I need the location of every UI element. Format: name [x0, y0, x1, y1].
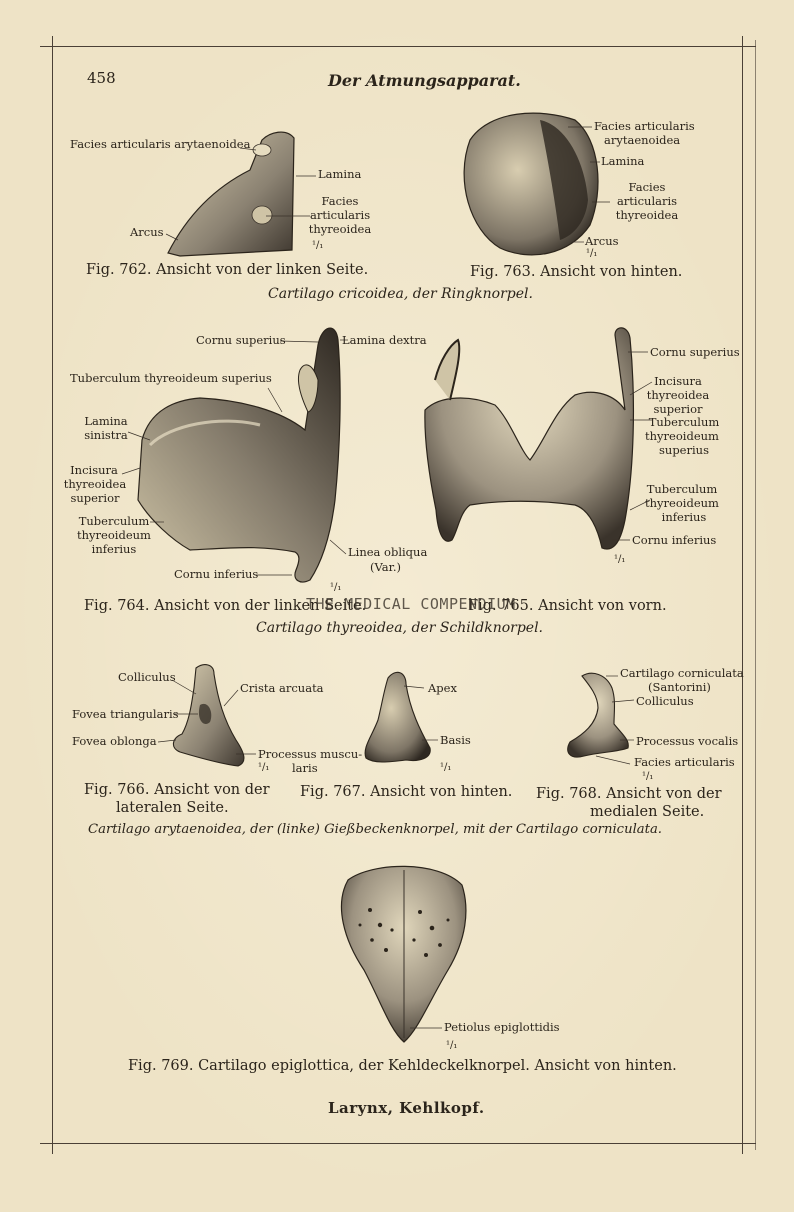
- fig764-label-linea-obliqua-1: Linea obliqua: [348, 545, 428, 559]
- fig764-label-lamina-sinistra-1: Lamina: [84, 414, 128, 428]
- fig762-label-facies-art-thyr-2: articularis: [310, 208, 371, 222]
- page-number: 458: [87, 69, 116, 87]
- fig766-drawing: [173, 665, 244, 766]
- fig768-scale: ¹/₁: [642, 771, 654, 782]
- fig763-label-facies-art-aryt-2: arytaenoidea: [604, 133, 681, 147]
- fig764-label-incisura-1: Incisura: [70, 463, 118, 477]
- fig764-label-cornu-inferius: Cornu inferius: [174, 567, 259, 581]
- fig769-label-petiolus: Petiolus epiglottidis: [444, 1020, 560, 1034]
- fig768-label-cart-corn-2: (Santorini): [648, 680, 711, 694]
- fig762-scale: ¹/₁: [312, 240, 324, 251]
- fig766-scale: ¹/₁: [258, 762, 270, 773]
- fig766-caption-2: lateralen Seite.: [116, 800, 229, 816]
- fig769-caption: Fig. 769. Cartilago epiglottica, der Kehldeckelknorpel. Ansicht von hinten.: [128, 1058, 677, 1074]
- fig767-scale: ¹/₁: [440, 762, 452, 773]
- fig764-label-tub-inf-2: thyreoideum: [77, 528, 151, 542]
- cricoid-subtitle: Cartilago cricoidea, der Ringknorpel.: [268, 286, 533, 302]
- fig763-label-facies-art-thyr-2: articularis: [616, 194, 678, 208]
- fig762-label-facies-art-thyr-3: thyreoidea: [308, 222, 372, 236]
- fig763-drawing: [464, 113, 598, 255]
- watermark: THE MEDICAL COMPENDIUM: [306, 595, 516, 613]
- fig768-label-colliculus: Colliculus: [636, 694, 694, 708]
- fig768-caption-1: Fig. 768. Ansicht von der: [536, 786, 722, 802]
- fig766-label-crista-arcuata: Crista arcuata: [240, 681, 324, 695]
- fig766-label-processus-musc-2: laris: [292, 761, 318, 775]
- fig764-scale: ¹/₁: [330, 582, 342, 593]
- fig764-label-cornu-superius: Cornu superius: [196, 333, 286, 347]
- fig763-label-lamina: Lamina: [601, 154, 645, 168]
- fig762-label-lamina: Lamina: [318, 167, 362, 181]
- fig768-label-cart-corn-1: Cartilago corniculata: [620, 666, 744, 680]
- fig765-label-tub-inf-2: thyreoideum: [645, 496, 719, 510]
- fig763-label-arcus: Arcus: [585, 234, 619, 248]
- fig764-label-incisura-2: thyreoidea: [63, 477, 127, 491]
- fig764-label-lamina-sinistra-2: sinistra: [84, 428, 128, 442]
- fig764-label-incisura-3: superior: [70, 491, 120, 505]
- fig768-label-processus-vocalis: Processus vocalis: [636, 734, 739, 748]
- fig765-scale: ¹/₁: [614, 554, 626, 565]
- arytenoid-subtitle: Cartilago arytaenoidea, der (linke) Gießbeckenknorpel, mit der Cartilago corniculata.: [88, 822, 662, 837]
- fig766-label-colliculus: Colliculus: [118, 670, 176, 684]
- running-title: Der Atmungsapparat.: [328, 71, 521, 90]
- fig764-label-tub-thyr-sup: Tuberculum thyreoideum superius: [70, 371, 272, 385]
- fig765-drawing: [425, 328, 634, 549]
- fig767-label-basis: Basis: [440, 733, 471, 747]
- fig765-caption: Fig. 765. Ansicht von vorn.: [468, 598, 667, 614]
- fig762-caption: Fig. 762. Ansicht von der linken Seite.: [86, 262, 369, 278]
- fig765-label-tub-inf-3: inferius: [661, 510, 707, 524]
- fig766-label-fovea-oblonga: Fovea oblonga: [72, 734, 157, 748]
- thyroid-subtitle: Cartilago thyreoidea, der Schildknorpel.: [256, 620, 543, 636]
- fig764-label-tub-inf-1: Tuberculum: [78, 514, 150, 528]
- fig765-label-tub-sup-2: thyreoideum: [645, 429, 719, 443]
- fig765-label-tub-sup-1: Tuberculum: [648, 415, 720, 429]
- fig768-caption-2: medialen Seite.: [590, 804, 705, 820]
- plate-title: Larynx, Kehlkopf.: [328, 1099, 485, 1117]
- fig762-label-facies-art-aryt: Facies articularis arytaenoidea: [70, 137, 251, 151]
- fig764-label-tub-inf-3: inferius: [91, 542, 137, 556]
- fig765-label-cornu-inferius: Cornu inferius: [632, 533, 717, 547]
- fig764-label-linea-obliqua-2: (Var.): [370, 560, 401, 574]
- fig768-label-facies-articularis: Facies articularis: [634, 755, 735, 769]
- fig763-label-facies-art-aryt-1: Facies articularis: [594, 119, 695, 133]
- fig764-label-lamina-dextra: Lamina dextra: [342, 333, 427, 347]
- fig764-drawing: [138, 328, 340, 582]
- fig765-label-tub-sup-3: superius: [659, 443, 709, 457]
- fig765-label-incisura-3: superior: [653, 402, 703, 416]
- fig767-caption: Fig. 767. Ansicht von hinten.: [300, 784, 513, 800]
- fig769-scale: ¹/₁: [446, 1040, 458, 1051]
- fig762-label-arcus: Arcus: [130, 225, 164, 239]
- fig763-label-facies-art-thyr-3: thyreoidea: [615, 208, 679, 222]
- fig768-drawing: [568, 673, 629, 757]
- fig769-drawing: [341, 866, 465, 1042]
- fig765-label-cornu-superius: Cornu superius: [650, 345, 740, 359]
- fig763-label-facies-art-thyr-1: Facies: [628, 180, 666, 194]
- fig764-caption: Fig. 764. Ansicht von der linken Seite.: [84, 598, 367, 614]
- fig763-scale: ¹/₁: [586, 248, 598, 259]
- fig765-label-tub-inf-1: Tuberculum: [646, 482, 718, 496]
- fig766-caption-1: Fig. 766. Ansicht von der: [84, 782, 270, 798]
- fig763-caption: Fig. 763. Ansicht von hinten.: [470, 264, 683, 280]
- fig766-label-processus-musc-1: Processus muscu-: [258, 747, 363, 761]
- fig767-drawing: [365, 672, 430, 762]
- fig767-label-apex: Apex: [428, 681, 457, 695]
- fig765-label-incisura-2: thyreoidea: [646, 388, 710, 402]
- fig766-label-fovea-triangularis: Fovea triangularis: [72, 707, 179, 721]
- fig762-label-facies-art-thyr-1: Facies: [321, 194, 359, 208]
- fig765-label-incisura-1: Incisura: [654, 374, 702, 388]
